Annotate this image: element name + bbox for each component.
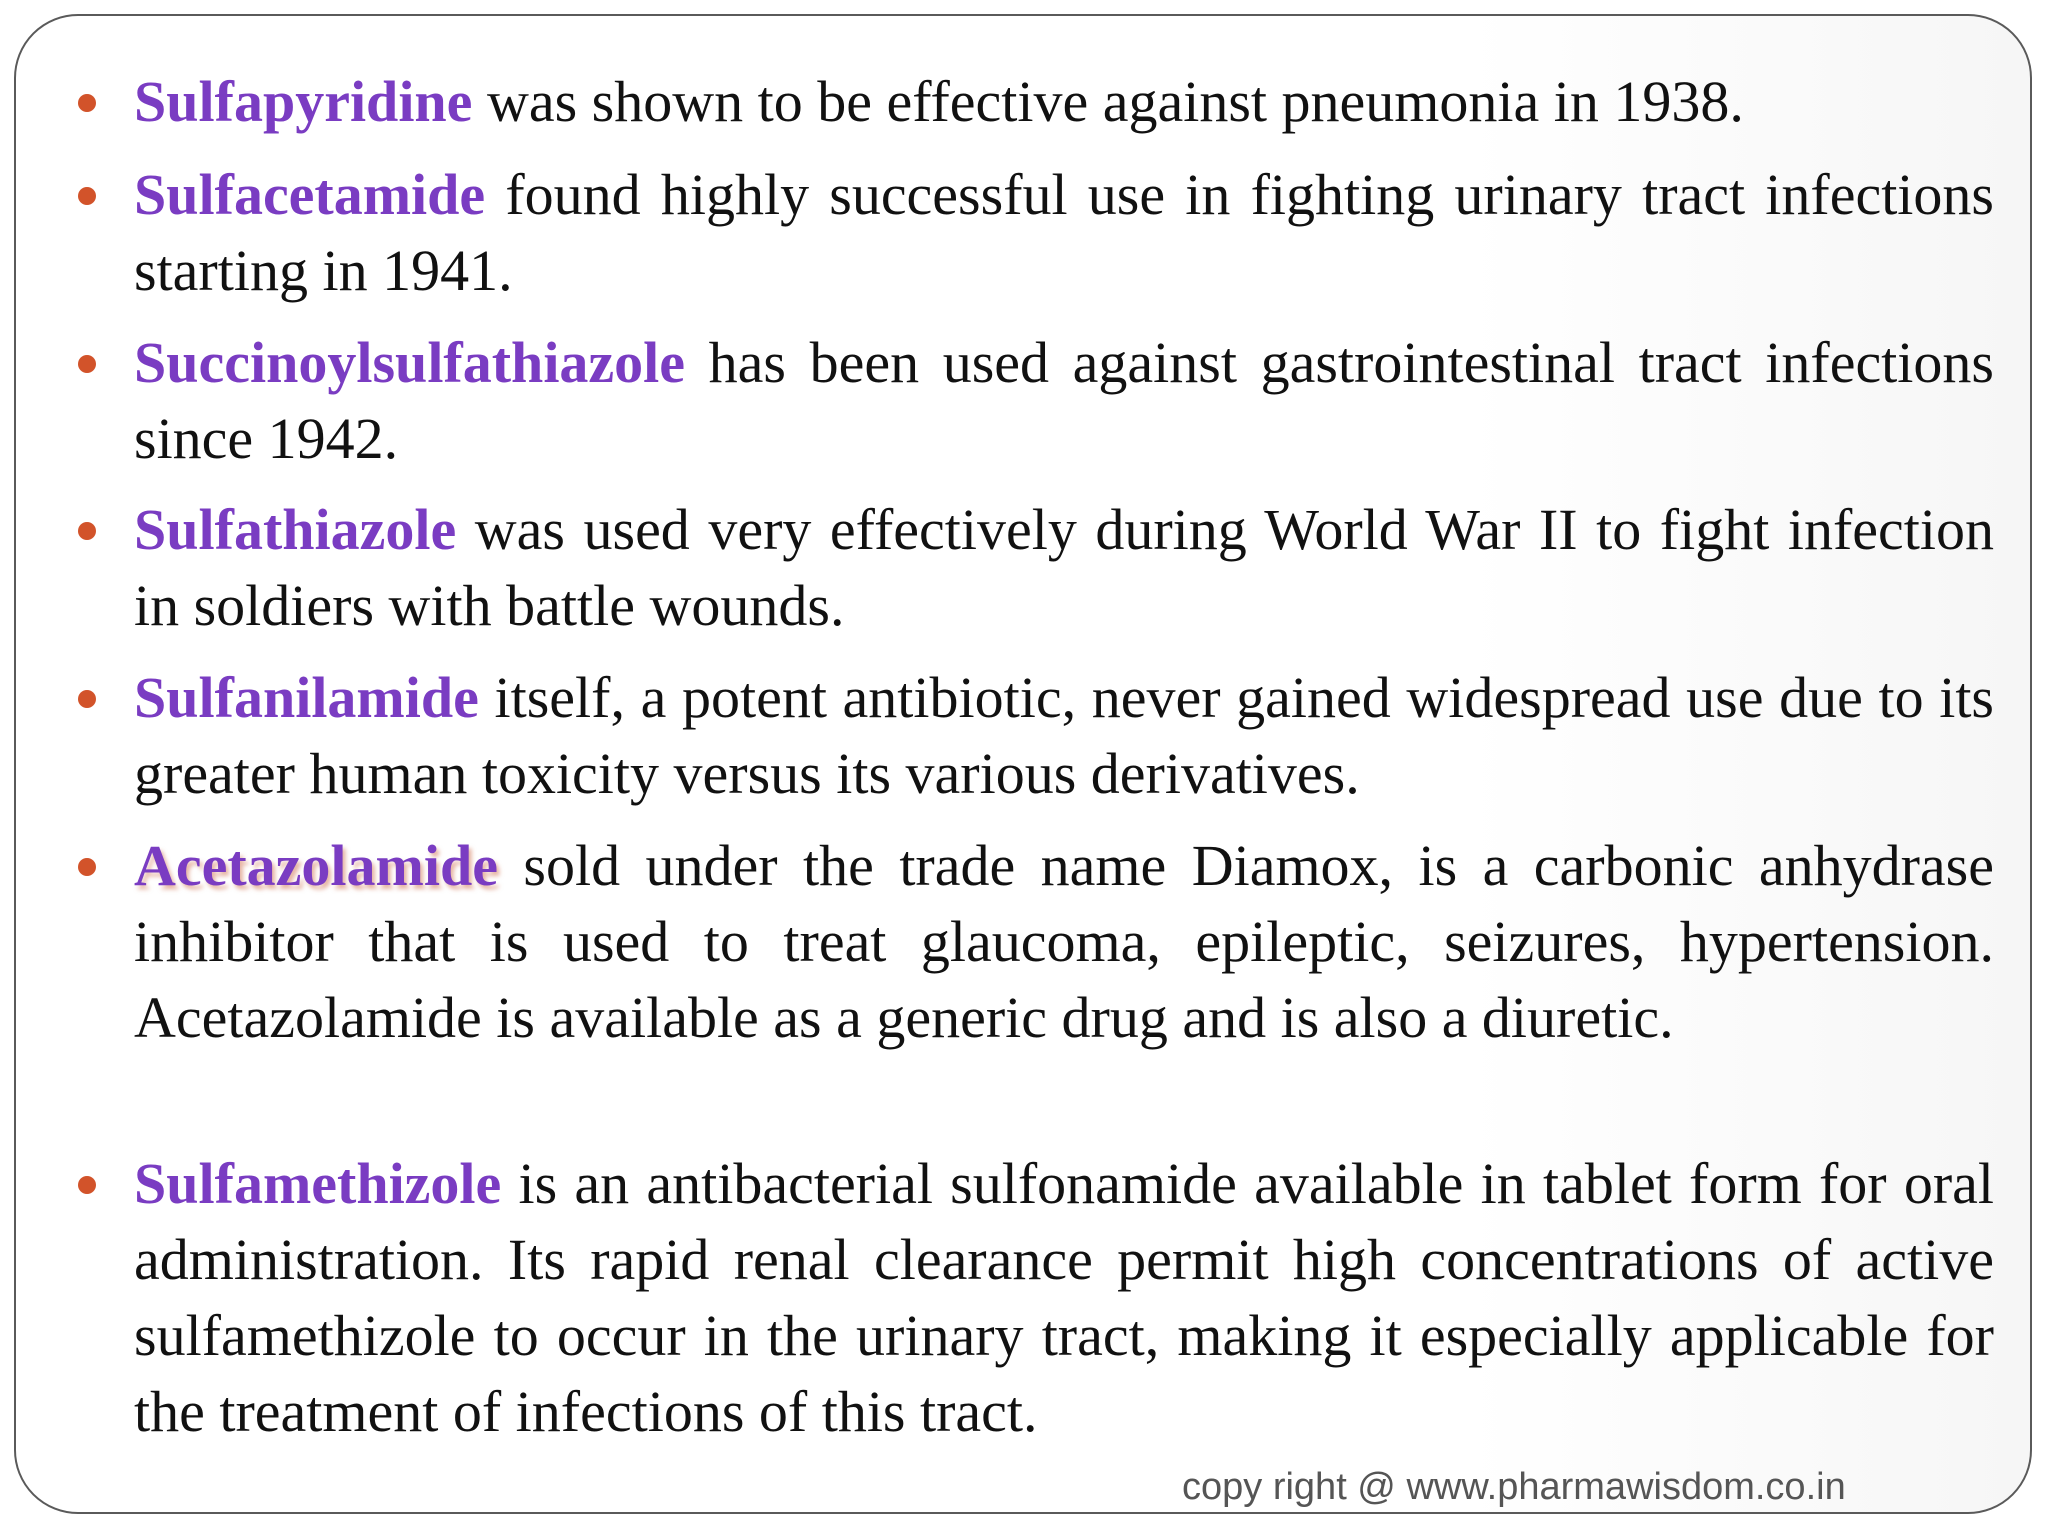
drug-name: Sulfacetamide: [134, 162, 486, 227]
bullet-description: sold under the trade name Diamox, is a carbonic anhydrase inhibitor that is used to treat glaucoma, epileptic, seizures, hypertension. Acetazolamide is available as a generic drug and is also a diuretic.: [134, 833, 1994, 1050]
bullet-item-acetazolamide: [134, 828, 1994, 1056]
bullet-item-sulfanilamide: [134, 660, 1994, 812]
bullet-description: is an antibacterial sulfonamide available in tablet form for oral administration. Its rapid renal clearance permit high concentrations of active sulfamethizole to occur in the urinary tract, making it especially applicable for the treatment of infections of this tract.: [134, 1151, 1994, 1444]
drug-name: Acetazolamide: [134, 833, 498, 898]
bullet-description: was shown to be effective against pneumonia in 1938.: [472, 69, 1744, 134]
bullet-description: was used very effectively during World War II to fight infection in soldiers with battle wounds.: [134, 497, 1994, 638]
drug-name: Sulfapyridine: [134, 69, 473, 134]
bullet-item-sulfathiazole: [134, 492, 1994, 644]
drug-name: Sulfamethizole: [134, 1151, 502, 1216]
bullet-item-sulfamethizole: [134, 1146, 1994, 1450]
copyright-footer: copy right @ www.pharmawisdom.co.in: [1182, 1466, 1846, 1508]
drug-name: Sulfanilamide: [134, 665, 479, 730]
drug-name: Sulfathiazole: [134, 497, 457, 562]
bullet-item-sulfapyridine: [134, 64, 1994, 140]
bullet-item-sulfacetamide: [134, 157, 1994, 309]
bullet-description: found highly successful use in fighting urinary tract infections starting in 1941.: [134, 162, 1994, 303]
bullet-item-succinoylsulfathiazole: [134, 325, 1994, 477]
drug-name: Succinoylsulfathiazole: [134, 330, 686, 395]
bullet-description: itself, a potent antibiotic, never gained widespread use due to its greater human toxicity versus its various derivatives.: [134, 665, 1994, 806]
bullet-description: has been used against gastrointestinal tract infections since 1942.: [134, 330, 1994, 471]
